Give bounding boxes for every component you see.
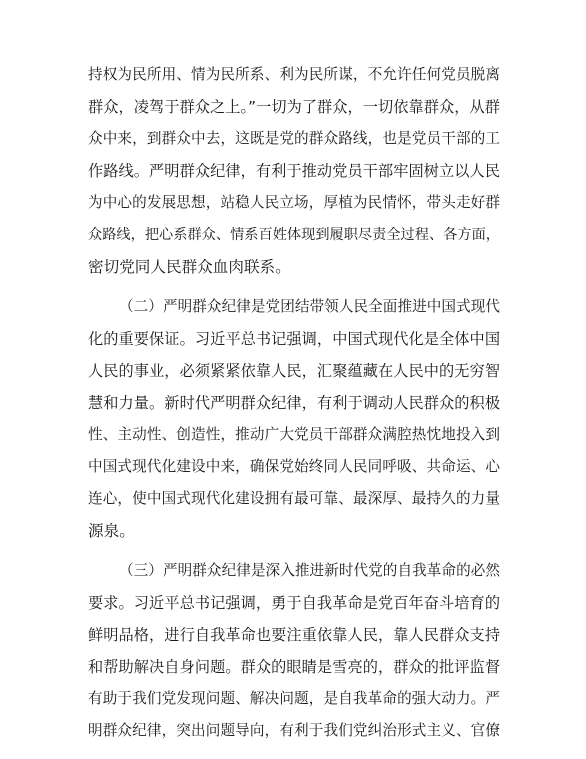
text-line: 源泉。 xyxy=(88,522,135,540)
text-line: 持权为民所用、情为民所系、利为民所谋，不允许任何党员脱离 xyxy=(88,66,500,83)
text-line: 中国式现代化建设中来，确保党始终同人民同呼吸、共命运、心 xyxy=(88,458,500,475)
text-line: 作路线。严明群众纪律，有利于推动党员干部牢固树立以人民 xyxy=(88,162,500,180)
text-line: 有助于我们党发现问题、解决问题，是自我革命的强大动力。严 xyxy=(88,690,500,707)
text-line: 要求。习近平总书记强调，勇于自我革命是党百年奋斗培育的 xyxy=(88,594,500,612)
text-line: 为中心的发展思想，站稳人民立场，厚植为民情怀，带头走好群 xyxy=(88,194,500,211)
text-line: 人民的事业，必须紧紧依靠人民，汇聚蕴藏在人民中的无穷智 xyxy=(88,362,500,380)
text-line: 众路线，把心系群众、情系百姓体现到履职尽责全过程、各方面， xyxy=(88,227,500,243)
text-line: 慧和力量。新时代严明群众纪律，有利于调动人民群众的积极 xyxy=(88,394,500,412)
text-line: 鲜明品格，进行自我革命也要注重依靠人民，靠人民群众支持 xyxy=(88,626,500,644)
text-line: 群众，凌驾于群众之上。”一切为了群众，一切依靠群众，从群 xyxy=(88,98,500,116)
text-line: 密切党同人民群众血肉联系。 xyxy=(88,258,291,276)
text-line: 性、主动性、创造性，推动广大党员干部群众满腔热忱地投入到 xyxy=(88,426,500,443)
text-line: 明群众纪律，突出问题导向，有利于我们党纠治形式主义、官僚 xyxy=(88,722,500,739)
text-line: 众中来，到群众中去，这既是党的群众路线，也是党员干部的工 xyxy=(88,130,500,147)
text-line: 连心，使中国式现代化建设拥有最可靠、最深厚、最持久的力量 xyxy=(88,490,500,507)
paragraph-first-line: （三）严明群众纪律是深入推进新时代党的自我革命的必然 xyxy=(119,562,500,579)
text-line: 和帮助解决自身问题。群众的眼睛是雪亮的，群众的批评监督 xyxy=(88,658,500,676)
text-line: 化的重要保证。习近平总书记强调，中国式现代化是全体中国 xyxy=(88,330,500,348)
paragraph-first-line: （二）严明群众纪律是党团结带领人民全面推进中国式现代 xyxy=(119,298,500,315)
